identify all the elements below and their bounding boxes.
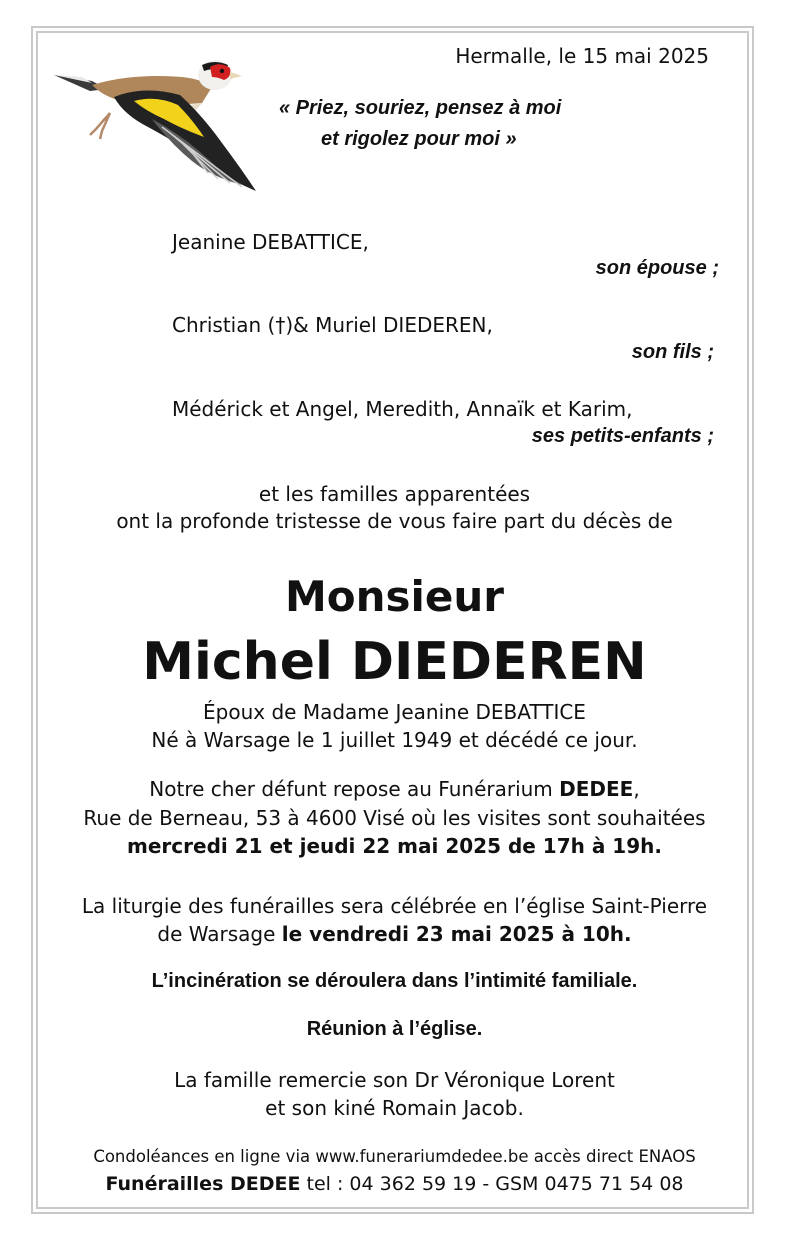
quote-line-1: « Priez, souriez, pensez à moi (279, 97, 562, 119)
liturgy-line-2 (0, 921, 789, 948)
visitation-text: Notre cher défunt repose au Funérarium (149, 777, 560, 801)
visitation-line-2: Rue de Berneau, 53 à 4600 Visé où les visites sont souhaitées (83, 806, 706, 830)
liturgy-date: le vendredi 23 mai 2025 à 10h. (281, 922, 632, 946)
quote-line-2: et rigolez pour moi » (321, 128, 517, 150)
liturgy-line-1: La liturgie des funérailles sera célébrée en l’église Saint-Pierre (81, 894, 708, 918)
goldfinch-bird-icon (52, 55, 262, 200)
reunion-line: Réunion à l’église. (306, 1018, 483, 1040)
visitation-line-1 (0, 776, 789, 803)
deceased-name: Michel DIEDEREN (142, 632, 647, 692)
visitation-punct: , (633, 777, 640, 801)
deceased-title: Monsieur (284, 572, 505, 621)
liturgy-place: de Warsage (157, 922, 282, 946)
spouse-line: Époux de Madame Jeanine DEBATTICE (203, 700, 586, 724)
cremation-line: L’incinération se déroulera dans l’intimité familiale. (151, 970, 638, 992)
family-name-spouse: Jeanine DEBATTICE, (172, 230, 369, 254)
family-name-grandchildren: Médérick et Angel, Meredith, Annaïk et Karim, (172, 397, 633, 421)
funerarium-name: DEDEE (559, 777, 634, 801)
contact-line (0, 1171, 789, 1197)
phone-numbers: tel : 04 362 59 19 - GSM 0475 71 54 08 (300, 1173, 684, 1195)
funeral-home-name: Funérailles DEDEE (105, 1173, 301, 1195)
announcement-line-1: et les familles apparentées (258, 482, 531, 506)
thanks-line-1: La famille remercie son Dr Véronique Lorent (174, 1068, 615, 1092)
condolences-line: Condoléances en ligne via www.funerariumdedee.be accès direct ENAOS (93, 1147, 696, 1166)
family-relation-spouse: son épouse ; (595, 257, 719, 279)
visitation-dates: mercredi 21 et jeudi 22 mai 2025 de 17h à 19h. (127, 834, 662, 858)
announcement-line-2: ont la profonde tristesse de vous faire part du décès de (116, 509, 673, 533)
family-relation-son: son fils ; (631, 341, 714, 363)
place-date: Hermalle, le 15 mai 2025 (455, 44, 709, 68)
family-name-son: Christian (†)& Muriel DIEDEREN, (172, 313, 493, 337)
birth-line: Né à Warsage le 1 juillet 1949 et décédé ce jour. (151, 728, 638, 752)
family-relation-grandchildren: ses petits-enfants ; (531, 425, 714, 447)
thanks-line-2: et son kiné Romain Jacob. (265, 1096, 524, 1120)
